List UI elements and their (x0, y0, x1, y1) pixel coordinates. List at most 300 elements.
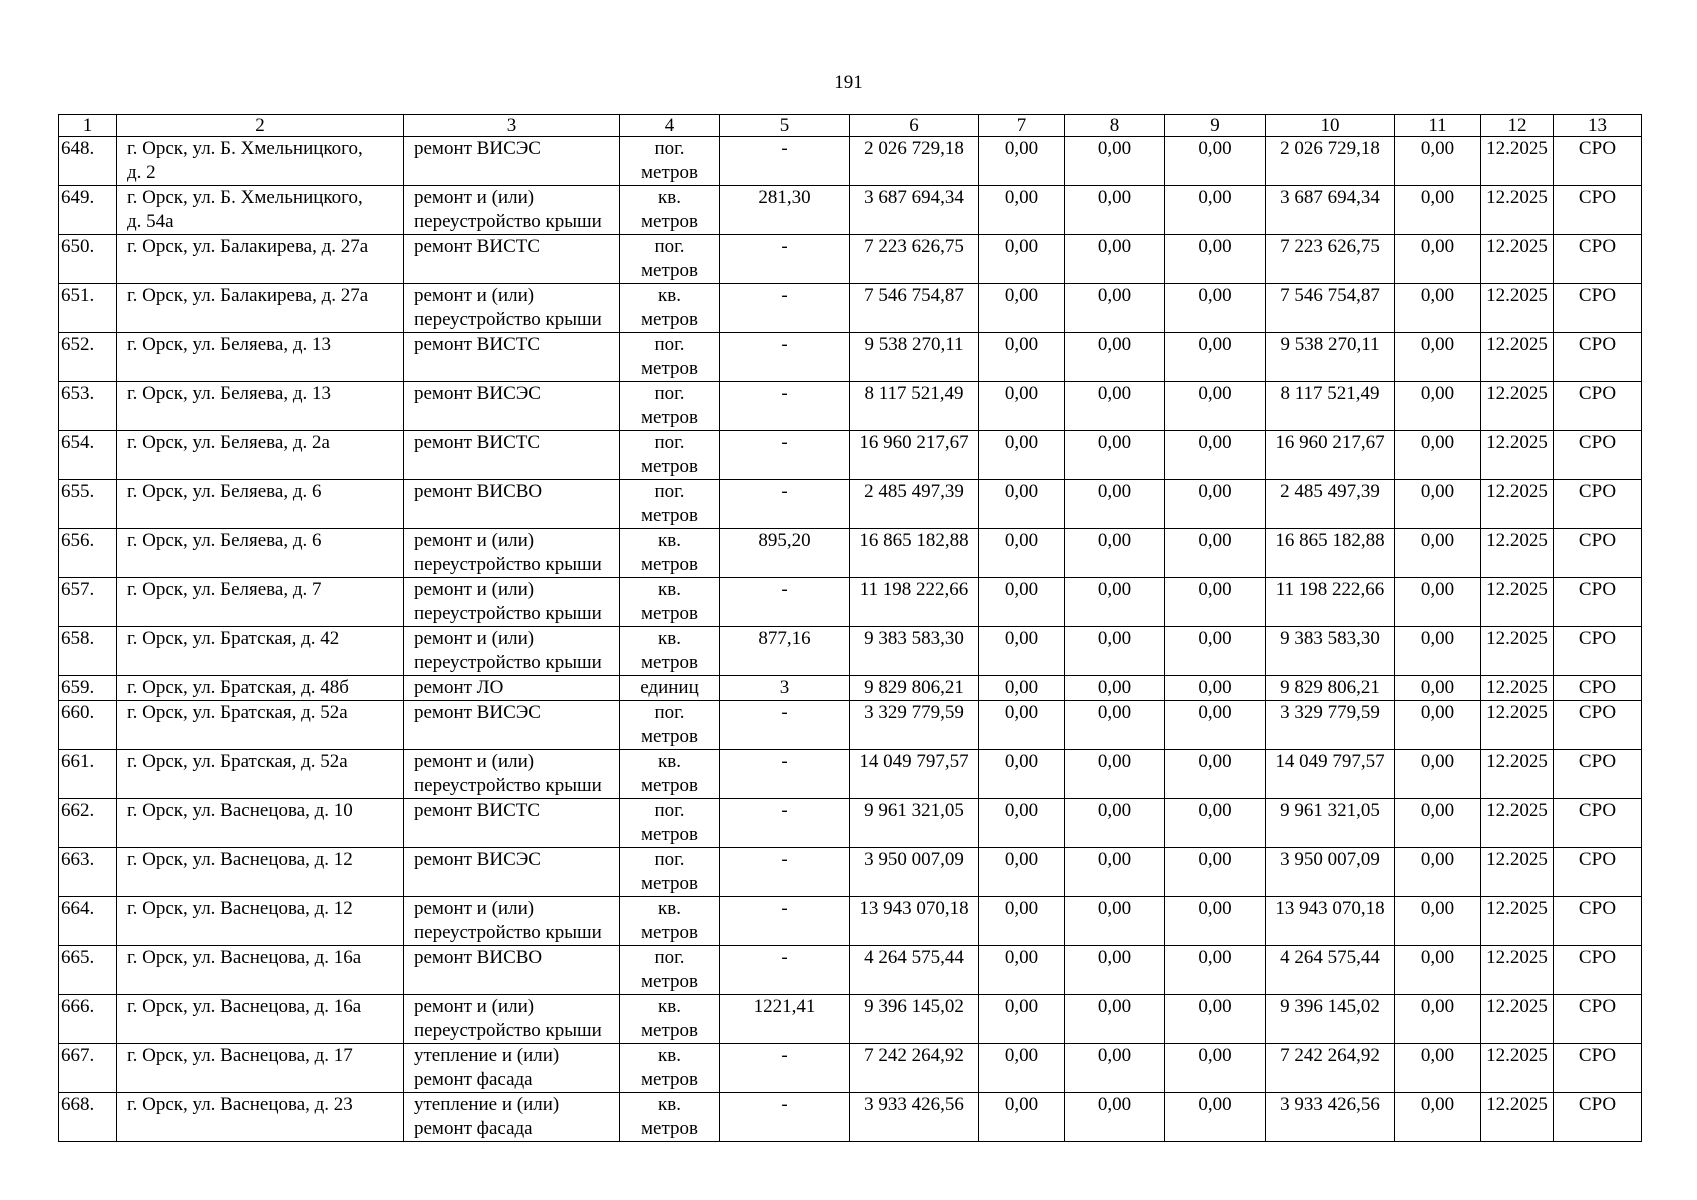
row-number-cell: 649. (59, 186, 117, 235)
address-line: г. Орск, ул. Беляева, д. 6 (127, 530, 322, 551)
work-type-line: ремонт и (или) (414, 628, 535, 649)
unit-line: кв. (658, 1045, 681, 1066)
work-type-line: ремонт ВИСТС (414, 334, 541, 355)
work-type-line: ремонт ВИСВО (414, 481, 543, 502)
value-cell-9: 0,00 (1165, 284, 1266, 333)
value-cell-6: 8 117 521,49 (850, 382, 979, 431)
value-cell-11: 0,00 (1395, 701, 1481, 750)
unit-line: пог. (654, 849, 685, 870)
work-type-line: ремонт и (или) (414, 187, 535, 208)
work-type-line: ремонт и (или) (414, 579, 535, 600)
value-cell-9: 0,00 (1165, 848, 1266, 897)
work-type-line: переустройство крыши (414, 922, 602, 943)
unit-line: пог. (654, 800, 685, 821)
value-cell-12: 12.2025 (1481, 186, 1554, 235)
address-line: г. Орск, ул. Беляева, д. 2а (127, 432, 330, 453)
value-cell-10: 3 933 426,56 (1266, 1093, 1395, 1142)
work-type-line: переустройство крыши (414, 652, 602, 673)
value-cell-10: 9 396 145,02 (1266, 995, 1395, 1044)
column-header: 12 (1481, 115, 1554, 137)
value-cell-8: 0,00 (1065, 799, 1165, 848)
unit-line: метров (641, 260, 698, 281)
unit-line: пог. (654, 432, 685, 453)
value-cell-9: 0,00 (1165, 186, 1266, 235)
value-cell-11: 0,00 (1395, 284, 1481, 333)
value-cell-10: 7 223 626,75 (1266, 235, 1395, 284)
value-cell-5: 281,30 (720, 186, 850, 235)
work-type-line: ремонт и (или) (414, 898, 535, 919)
method-cell: СРО (1554, 701, 1642, 750)
value-cell-6: 13 943 070,18 (850, 897, 979, 946)
unit-cell (620, 676, 720, 701)
unit-line: кв. (658, 187, 681, 208)
value-cell-7: 0,00 (979, 1044, 1065, 1093)
value-cell-8: 0,00 (1065, 1044, 1165, 1093)
address-line: г. Орск, ул. Васнецова, д. 12 (127, 898, 353, 919)
value-cell-7: 0,00 (979, 480, 1065, 529)
unit-cell (620, 627, 720, 676)
value-cell-12: 12.2025 (1481, 284, 1554, 333)
value-cell-6: 9 383 583,30 (850, 627, 979, 676)
value-cell-12: 12.2025 (1481, 137, 1554, 186)
value-cell-12: 12.2025 (1481, 750, 1554, 799)
table-body (59, 137, 1642, 1142)
value-cell-11: 0,00 (1395, 235, 1481, 284)
table-row (59, 529, 1642, 578)
value-cell-12: 12.2025 (1481, 333, 1554, 382)
value-cell-5: - (720, 1044, 850, 1093)
unit-line: метров (641, 505, 698, 526)
value-cell-11: 0,00 (1395, 897, 1481, 946)
value-cell-5: 895,20 (720, 529, 850, 578)
table-row (59, 480, 1642, 529)
work-type-line: ремонт и (или) (414, 996, 535, 1017)
unit-line: кв. (658, 1094, 681, 1115)
value-cell-10: 2 485 497,39 (1266, 480, 1395, 529)
table-row (59, 186, 1642, 235)
value-cell-10: 4 264 575,44 (1266, 946, 1395, 995)
value-cell-5: - (720, 946, 850, 995)
value-cell-8: 0,00 (1065, 995, 1165, 1044)
value-cell-6: 11 198 222,66 (850, 578, 979, 627)
work-type-line: ремонт ВИСТС (414, 236, 541, 257)
work-type-cell (404, 676, 620, 701)
value-cell-10: 16 960 217,67 (1266, 431, 1395, 480)
work-type-line: утепление и (или) (414, 1094, 560, 1115)
column-header: 2 (117, 115, 404, 137)
work-type-line: ремонт ВИСЭС (414, 138, 541, 159)
value-cell-10: 14 049 797,57 (1266, 750, 1395, 799)
table-row (59, 848, 1642, 897)
work-type-cell (404, 480, 620, 529)
value-cell-7: 0,00 (979, 750, 1065, 799)
method-cell: СРО (1554, 897, 1642, 946)
unit-line: кв. (658, 628, 681, 649)
value-cell-10: 2 026 729,18 (1266, 137, 1395, 186)
header-row (59, 115, 1642, 137)
work-type-cell (404, 578, 620, 627)
unit-line: метров (641, 603, 698, 624)
work-type-cell (404, 946, 620, 995)
value-cell-12: 12.2025 (1481, 995, 1554, 1044)
value-cell-11: 0,00 (1395, 750, 1481, 799)
unit-line: кв. (658, 285, 681, 306)
value-cell-7: 0,00 (979, 137, 1065, 186)
value-cell-10: 13 943 070,18 (1266, 897, 1395, 946)
work-type-cell (404, 235, 620, 284)
value-cell-9: 0,00 (1165, 946, 1266, 995)
address-cell (117, 480, 404, 529)
value-cell-6: 9 396 145,02 (850, 995, 979, 1044)
value-cell-5: - (720, 848, 850, 897)
method-cell: СРО (1554, 284, 1642, 333)
value-cell-7: 0,00 (979, 529, 1065, 578)
work-type-cell (404, 799, 620, 848)
unit-line: метров (641, 922, 698, 943)
column-header: 7 (979, 115, 1065, 137)
row-number-cell: 653. (59, 382, 117, 431)
work-type-line: ремонт и (или) (414, 530, 535, 551)
row-number-cell: 667. (59, 1044, 117, 1093)
work-type-line: ремонт ВИСЭС (414, 702, 541, 723)
work-type-cell (404, 137, 620, 186)
address-cell (117, 529, 404, 578)
unit-cell (620, 431, 720, 480)
row-number-cell: 656. (59, 529, 117, 578)
value-cell-10: 9 538 270,11 (1266, 333, 1395, 382)
method-cell: СРО (1554, 1093, 1642, 1142)
address-line: г. Орск, ул. Беляева, д. 7 (127, 579, 322, 600)
row-number-cell: 648. (59, 137, 117, 186)
unit-cell (620, 186, 720, 235)
unit-cell (620, 382, 720, 431)
value-cell-8: 0,00 (1065, 676, 1165, 701)
address-line: г. Орск, ул. Беляева, д. 13 (127, 383, 331, 404)
table-row (59, 284, 1642, 333)
unit-line: метров (641, 1118, 698, 1139)
value-cell-11: 0,00 (1395, 848, 1481, 897)
value-cell-9: 0,00 (1165, 578, 1266, 627)
value-cell-8: 0,00 (1065, 186, 1165, 235)
table-row (59, 1044, 1642, 1093)
unit-line: метров (641, 824, 698, 845)
column-header: 4 (620, 115, 720, 137)
method-cell: СРО (1554, 186, 1642, 235)
address-line: д. 2 (127, 162, 156, 183)
work-type-cell (404, 382, 620, 431)
row-number-cell: 666. (59, 995, 117, 1044)
value-cell-11: 0,00 (1395, 1044, 1481, 1093)
address-line: г. Орск, ул. Беляева, д. 6 (127, 481, 322, 502)
unit-line: метров (641, 456, 698, 477)
value-cell-11: 0,00 (1395, 480, 1481, 529)
row-number-cell: 668. (59, 1093, 117, 1142)
work-type-line: переустройство крыши (414, 775, 602, 796)
value-cell-10: 3 687 694,34 (1266, 186, 1395, 235)
value-cell-12: 12.2025 (1481, 946, 1554, 995)
unit-line: единиц (640, 677, 699, 698)
address-line: г. Орск, ул. Братская, д. 52а (127, 702, 348, 723)
value-cell-11: 0,00 (1395, 676, 1481, 701)
unit-line: метров (641, 652, 698, 673)
value-cell-9: 0,00 (1165, 750, 1266, 799)
address-cell (117, 333, 404, 382)
value-cell-11: 0,00 (1395, 578, 1481, 627)
page-number: 191 (834, 72, 863, 93)
address-line: г. Орск, ул. Балакирева, д. 27а (127, 236, 369, 257)
unit-line: пог. (654, 947, 685, 968)
work-type-line: ремонт и (или) (414, 285, 535, 306)
address-line: г. Орск, ул. Братская, д. 52а (127, 751, 348, 772)
value-cell-7: 0,00 (979, 333, 1065, 382)
value-cell-8: 0,00 (1065, 848, 1165, 897)
value-cell-12: 12.2025 (1481, 578, 1554, 627)
method-cell: СРО (1554, 382, 1642, 431)
value-cell-6: 3 687 694,34 (850, 186, 979, 235)
work-type-line: ремонт ЛО (414, 677, 504, 698)
value-cell-5: 3 (720, 676, 850, 701)
value-cell-7: 0,00 (979, 799, 1065, 848)
row-number-cell: 659. (59, 676, 117, 701)
value-cell-6: 9 961 321,05 (850, 799, 979, 848)
work-type-line: переустройство крыши (414, 211, 602, 232)
value-cell-8: 0,00 (1065, 431, 1165, 480)
table-row (59, 382, 1642, 431)
value-cell-8: 0,00 (1065, 701, 1165, 750)
unit-cell (620, 137, 720, 186)
table-row (59, 750, 1642, 799)
address-line: г. Орск, ул. Васнецова, д. 16а (127, 996, 362, 1017)
value-cell-7: 0,00 (979, 995, 1065, 1044)
value-cell-7: 0,00 (979, 848, 1065, 897)
value-cell-11: 0,00 (1395, 1093, 1481, 1142)
work-type-cell (404, 529, 620, 578)
unit-line: кв. (658, 579, 681, 600)
table-row (59, 578, 1642, 627)
value-cell-8: 0,00 (1065, 750, 1165, 799)
address-cell (117, 897, 404, 946)
column-header: 13 (1554, 115, 1642, 137)
value-cell-8: 0,00 (1065, 1093, 1165, 1142)
unit-line: метров (641, 1020, 698, 1041)
unit-line: метров (641, 971, 698, 992)
value-cell-7: 0,00 (979, 382, 1065, 431)
value-cell-8: 0,00 (1065, 480, 1165, 529)
table-row (59, 1093, 1642, 1142)
work-type-cell (404, 1093, 620, 1142)
value-cell-9: 0,00 (1165, 529, 1266, 578)
value-cell-7: 0,00 (979, 1093, 1065, 1142)
unit-line: метров (641, 211, 698, 232)
value-cell-5: - (720, 431, 850, 480)
work-type-line: ремонт ВИСТС (414, 800, 541, 821)
table-row (59, 676, 1642, 701)
work-type-line: переустройство крыши (414, 554, 602, 575)
value-cell-12: 12.2025 (1481, 627, 1554, 676)
value-cell-10: 11 198 222,66 (1266, 578, 1395, 627)
value-cell-8: 0,00 (1065, 137, 1165, 186)
unit-line: метров (641, 162, 698, 183)
value-cell-11: 0,00 (1395, 995, 1481, 1044)
value-cell-12: 12.2025 (1481, 897, 1554, 946)
value-cell-12: 12.2025 (1481, 529, 1554, 578)
address-cell (117, 799, 404, 848)
value-cell-7: 0,00 (979, 578, 1065, 627)
value-cell-6: 3 950 007,09 (850, 848, 979, 897)
table-row (59, 897, 1642, 946)
value-cell-11: 0,00 (1395, 333, 1481, 382)
column-header: 6 (850, 115, 979, 137)
row-number-cell: 655. (59, 480, 117, 529)
unit-line: метров (641, 554, 698, 575)
method-cell: СРО (1554, 333, 1642, 382)
method-cell: СРО (1554, 995, 1642, 1044)
value-cell-5: - (720, 137, 850, 186)
work-type-line: ремонт ВИСВО (414, 947, 543, 968)
value-cell-9: 0,00 (1165, 137, 1266, 186)
value-cell-12: 12.2025 (1481, 382, 1554, 431)
table-row (59, 946, 1642, 995)
column-header: 9 (1165, 115, 1266, 137)
method-cell: СРО (1554, 799, 1642, 848)
unit-line: метров (641, 309, 698, 330)
row-number-cell: 657. (59, 578, 117, 627)
value-cell-12: 12.2025 (1481, 1044, 1554, 1093)
method-cell: СРО (1554, 235, 1642, 284)
value-cell-11: 0,00 (1395, 431, 1481, 480)
value-cell-9: 0,00 (1165, 799, 1266, 848)
address-cell (117, 750, 404, 799)
value-cell-6: 14 049 797,57 (850, 750, 979, 799)
value-cell-6: 7 242 264,92 (850, 1044, 979, 1093)
value-cell-5: - (720, 897, 850, 946)
column-header: 1 (59, 115, 117, 137)
value-cell-12: 12.2025 (1481, 701, 1554, 750)
value-cell-6: 9 538 270,11 (850, 333, 979, 382)
address-cell (117, 431, 404, 480)
unit-line: пог. (654, 334, 685, 355)
value-cell-9: 0,00 (1165, 480, 1266, 529)
work-type-line: переустройство крыши (414, 1020, 602, 1041)
method-cell: СРО (1554, 848, 1642, 897)
address-cell (117, 676, 404, 701)
address-line: г. Орск, ул. Васнецова, д. 17 (127, 1045, 353, 1066)
value-cell-5: - (720, 799, 850, 848)
table-row (59, 333, 1642, 382)
value-cell-9: 0,00 (1165, 627, 1266, 676)
unit-cell (620, 578, 720, 627)
value-cell-8: 0,00 (1065, 284, 1165, 333)
unit-line: кв. (658, 530, 681, 551)
value-cell-5: - (720, 701, 850, 750)
value-cell-6: 16 960 217,67 (850, 431, 979, 480)
address-cell (117, 848, 404, 897)
address-line: г. Орск, ул. Братская, д. 42 (127, 628, 340, 649)
unit-line: метров (641, 358, 698, 379)
address-line: г. Орск, ул. Васнецова, д. 12 (127, 849, 353, 870)
method-cell: СРО (1554, 676, 1642, 701)
address-cell (117, 1044, 404, 1093)
unit-cell (620, 750, 720, 799)
unit-line: метров (641, 1069, 698, 1090)
value-cell-8: 0,00 (1065, 235, 1165, 284)
unit-cell (620, 946, 720, 995)
value-cell-5: - (720, 235, 850, 284)
work-type-cell (404, 186, 620, 235)
address-cell (117, 578, 404, 627)
value-cell-7: 0,00 (979, 946, 1065, 995)
value-cell-10: 9 829 806,21 (1266, 676, 1395, 701)
unit-cell (620, 1093, 720, 1142)
work-type-line: ремонт ВИСЭС (414, 383, 541, 404)
value-cell-5: - (720, 382, 850, 431)
value-cell-10: 3 329 779,59 (1266, 701, 1395, 750)
unit-cell (620, 799, 720, 848)
value-cell-11: 0,00 (1395, 186, 1481, 235)
value-cell-12: 12.2025 (1481, 676, 1554, 701)
value-cell-10: 9 961 321,05 (1266, 799, 1395, 848)
unit-cell (620, 1044, 720, 1093)
table-row (59, 701, 1642, 750)
value-cell-7: 0,00 (979, 284, 1065, 333)
unit-line: пог. (654, 138, 685, 159)
value-cell-10: 7 242 264,92 (1266, 1044, 1395, 1093)
value-cell-6: 3 329 779,59 (850, 701, 979, 750)
value-cell-6: 16 865 182,88 (850, 529, 979, 578)
work-type-line: ремонт и (или) (414, 751, 535, 772)
row-number-cell: 661. (59, 750, 117, 799)
address-line: г. Орск, ул. Васнецова, д. 23 (127, 1094, 353, 1115)
value-cell-5: - (720, 578, 850, 627)
unit-cell (620, 897, 720, 946)
row-number-cell: 658. (59, 627, 117, 676)
work-type-line: переустройство крыши (414, 603, 602, 624)
address-cell (117, 284, 404, 333)
value-cell-7: 0,00 (979, 676, 1065, 701)
unit-line: метров (641, 726, 698, 747)
value-cell-12: 12.2025 (1481, 480, 1554, 529)
row-number-cell: 663. (59, 848, 117, 897)
unit-cell (620, 284, 720, 333)
address-cell (117, 701, 404, 750)
value-cell-10: 8 117 521,49 (1266, 382, 1395, 431)
work-type-cell (404, 627, 620, 676)
value-cell-10: 3 950 007,09 (1266, 848, 1395, 897)
method-cell: СРО (1554, 480, 1642, 529)
unit-cell (620, 480, 720, 529)
value-cell-12: 12.2025 (1481, 848, 1554, 897)
method-cell: СРО (1554, 431, 1642, 480)
value-cell-6: 9 829 806,21 (850, 676, 979, 701)
unit-cell (620, 995, 720, 1044)
value-cell-11: 0,00 (1395, 946, 1481, 995)
unit-line: кв. (658, 996, 681, 1017)
value-cell-5: - (720, 333, 850, 382)
value-cell-8: 0,00 (1065, 529, 1165, 578)
unit-line: метров (641, 873, 698, 894)
unit-cell (620, 235, 720, 284)
work-type-cell (404, 284, 620, 333)
value-cell-5: - (720, 480, 850, 529)
unit-line: пог. (654, 481, 685, 502)
value-cell-8: 0,00 (1065, 627, 1165, 676)
unit-line: пог. (654, 383, 685, 404)
row-number-cell: 665. (59, 946, 117, 995)
method-cell: СРО (1554, 137, 1642, 186)
value-cell-5: 1221,41 (720, 995, 850, 1044)
value-cell-6: 2 026 729,18 (850, 137, 979, 186)
address-line: г. Орск, ул. Б. Хмельницкого, (127, 187, 363, 208)
